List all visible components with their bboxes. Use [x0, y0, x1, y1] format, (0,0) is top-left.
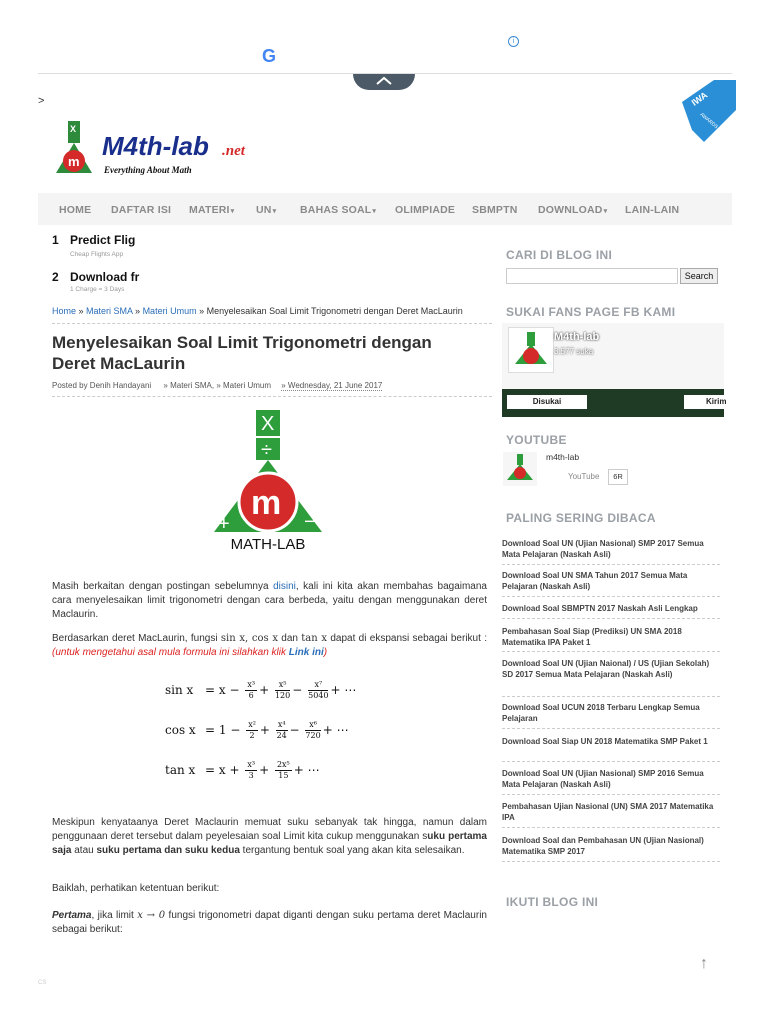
numerator: x⁴ — [277, 720, 286, 729]
youtube-subscriber-count: 6R — [608, 469, 628, 485]
numerator: x⁶ — [305, 720, 320, 731]
popular-post-link[interactable]: Download Soal SBMPTN 2017 Naskah Asli Lengkap — [502, 604, 698, 613]
caret-down-icon: ▾ — [372, 208, 377, 215]
nav-download-label: DOWNLOAD — [538, 204, 603, 216]
text: tergantung bentuk soal yang akan kita selesaikan. — [239, 845, 465, 856]
math-lab-logo-small — [503, 452, 537, 486]
fb-page-thumbnail[interactable] — [508, 327, 554, 373]
formula-eq: = x − — [205, 683, 240, 697]
text: fungsi trigonometri dapat diganti dengan suku pertama deret Maclaurin sebagai berikut: — [52, 910, 487, 935]
fraction — [276, 720, 288, 741]
ad-link-2[interactable] — [52, 270, 139, 284]
svg-text:÷: ÷ — [261, 439, 272, 461]
text: Berdasarkan deret MacLaurin, fungsi — [52, 633, 221, 644]
nav-materi[interactable] — [189, 204, 234, 216]
breadcrumb-current: Menyelesaikan Soal Limit Trigonometri dengan Deret MacLaurin — [206, 306, 463, 316]
paragraph-4: Baiklah, perhatikan ketentuan berikut: — [52, 883, 220, 894]
ad-number: 2 — [52, 270, 59, 284]
fb-like-count: 3.577 suka — [554, 347, 594, 356]
breadcrumb-sep: » — [76, 306, 87, 316]
paragraph-1 — [52, 580, 487, 622]
breadcrumb-home[interactable]: Home — [52, 306, 77, 316]
nav-daftar-isi[interactable]: DAFTAR ISI — [111, 204, 172, 216]
numerator: x³ — [247, 760, 256, 769]
formula-cos — [165, 720, 349, 741]
post-author[interactable]: Posted by Denih Handayani — [52, 381, 152, 390]
facebook-page-widget[interactable] — [502, 323, 727, 417]
operator: + — [259, 763, 270, 777]
search-input[interactable] — [506, 268, 678, 284]
expand-arrow[interactable]: > — [38, 95, 45, 107]
site-logo[interactable] — [52, 121, 282, 181]
svg-text:Everything About Math: Everything About Math — [104, 165, 192, 175]
math-lab-logo-small — [509, 328, 553, 372]
iwa-award-ribbon[interactable] — [676, 80, 736, 142]
numerator: x⁷ — [308, 680, 328, 691]
math-inline: sin x, cos x — [220, 633, 278, 644]
divider — [502, 564, 720, 565]
divider — [502, 827, 720, 828]
divider — [502, 651, 720, 652]
nav-download[interactable] — [538, 204, 607, 216]
formula-eq: = 1 − — [205, 723, 241, 737]
breadcrumb-sep: » — [196, 306, 207, 316]
nav-home[interactable]: HOME — [59, 204, 92, 216]
post-meta — [52, 381, 382, 390]
collapse-toggle-button[interactable] — [353, 74, 415, 90]
corner-mark: CS — [38, 980, 47, 986]
fraction — [308, 680, 328, 701]
formula-lhs: cos x — [165, 723, 196, 737]
divider — [502, 761, 720, 762]
denominator: 15 — [278, 771, 289, 780]
svg-text:m: m — [251, 484, 282, 522]
denominator: 6 — [248, 691, 254, 700]
fb-send-button[interactable]: Kirim — [684, 395, 724, 409]
red-note-close: ) — [323, 647, 328, 658]
nav-sbmptn[interactable]: SBMPTN — [472, 204, 518, 216]
fb-liked-button[interactable]: Disukai — [507, 395, 587, 409]
search-button[interactable]: Search — [680, 268, 718, 284]
operator: − — [289, 723, 300, 737]
nav-materi-label: MATERI — [189, 204, 230, 216]
ad-subtitle: 1 Charge = 3 Days — [70, 286, 125, 293]
formula-tan — [165, 760, 320, 781]
red-note: (untuk mengetahui asal mula formula ini silahkan klik — [52, 647, 289, 658]
post-date[interactable]: » Wednesday, 21 June 2017 — [281, 381, 383, 390]
caret-down-icon: ▾ — [603, 208, 608, 215]
google-icon[interactable]: G — [262, 46, 277, 66]
logo-caption: MATH-LAB — [230, 536, 306, 552]
fraction — [245, 760, 257, 781]
denominator: 120 — [274, 691, 291, 700]
divider — [502, 728, 720, 729]
formula-tail: + ⋯ — [293, 763, 320, 777]
paragraph-5 — [52, 909, 487, 937]
popular-post-link[interactable]: Download Soal UN (Ujian Nasional) SMP 2016 Semua Mata Pelajaran (Naskah Asli) — [502, 769, 704, 789]
formula-tail: + ⋯ — [322, 723, 349, 737]
text: , kali ini kita akan membahas bagaimana cara menyelesaikan limit trigonometri dengan cara berbeda, yaitu dengan menggunakan deret Maclaurin. — [52, 581, 487, 620]
paragraph-3 — [52, 816, 487, 858]
nav-un[interactable] — [256, 204, 276, 216]
youtube-widget-title: YOUTUBE — [506, 433, 567, 447]
svg-text:−: − — [304, 511, 316, 533]
numerator: x² — [248, 720, 256, 729]
svg-text:+: + — [218, 513, 230, 535]
fraction — [245, 680, 257, 701]
breadcrumb-materi-umum[interactable]: Materi Umum — [142, 306, 197, 316]
fraction — [275, 680, 290, 701]
denominator: 3 — [248, 771, 254, 780]
svg-text:.net: .net — [222, 143, 245, 159]
caret-down-icon: ▾ — [272, 208, 277, 215]
ad-info-icon[interactable]: i — [508, 36, 519, 47]
breadcrumb-sep: » — [132, 306, 143, 316]
text: , jika limit — [91, 910, 138, 921]
popular-post-link[interactable]: Pembahasan Soal Siap (Prediksi) UN SMA 2018 Matematika IPA Paket 1 — [502, 627, 682, 647]
bold-text: suku pertama dan suku kedua — [96, 845, 240, 856]
search-widget-title: CARI DI BLOG INI — [506, 248, 613, 262]
popular-post-link[interactable]: Pembahasan Ujian Nasional (UN) SMA 2017 Matematika IPA — [502, 802, 714, 822]
formula-lhs: tan x — [165, 763, 196, 777]
paragraph-2 — [52, 632, 487, 660]
fb-widget-title: SUKAI FANS PAGE FB KAMI — [506, 305, 676, 319]
formula-tail: + ⋯ — [330, 683, 357, 697]
post-labels[interactable]: » Materi SMA, » Materi Umum — [163, 381, 271, 390]
denominator: 2 — [249, 731, 255, 740]
popular-post-link[interactable]: Download Soal UCUN 2018 Terbaru Lengkap Semua Pelajaran — [502, 703, 700, 723]
nav-un-label: UN — [256, 204, 272, 216]
post-title: Menyelesaikan Soal Limit Trigonometri dengan Deret MacLaurin — [52, 333, 432, 373]
numerator: x³ — [247, 680, 256, 689]
popular-post-link[interactable]: Download Soal dan Pembahasan UN (Ujian Nasional) Matematika SMP 2017 — [502, 836, 704, 856]
svg-text:AWARDS: AWARDS — [698, 111, 719, 131]
divider — [502, 696, 720, 697]
breadcrumb-materi-sma[interactable]: Materi SMA — [86, 306, 133, 316]
popular-post-link[interactable]: Download Soal UN (Ujian Nasional) SMP 2017 Semua Mata Pelajaran (Naskah Asli) — [502, 539, 704, 559]
operator: + — [259, 683, 270, 697]
math-inline: tan x — [301, 633, 328, 644]
divider — [52, 396, 492, 397]
bold-italic-text: Pertama — [52, 910, 92, 921]
numerator: 2x⁵ — [276, 760, 290, 769]
text: dapat di ekspansi sebagai berikut : — [327, 633, 487, 644]
ad-link-1[interactable] — [52, 233, 135, 247]
denominator: 24 — [276, 731, 287, 740]
fb-page-name[interactable]: M4th-lab — [554, 331, 600, 343]
nav-bahas-soal-label: BAHAS SOAL — [300, 204, 372, 216]
nav-bahas-soal[interactable] — [300, 204, 376, 216]
divider — [502, 794, 720, 795]
math-inline: x → 0 — [137, 910, 166, 921]
nav-olimpiade[interactable]: OLIMPIADE — [395, 204, 456, 216]
main-nav — [38, 193, 732, 225]
ad-title: Predict Flig — [70, 233, 136, 247]
numerator: x⁵ — [275, 680, 290, 691]
follow-widget-title: IKUTI BLOG INI — [506, 895, 599, 909]
formula-sin — [165, 680, 356, 701]
popular-post-link[interactable]: Download Soal UN SMA Tahun 2017 Semua Mata Pelajaran (Naskah Asli) — [502, 571, 688, 591]
back-to-top-button[interactable]: ↑ — [700, 955, 708, 972]
text: Masih berkaitan dengan postingan sebelumnya — [52, 581, 274, 592]
caret-down-icon: ▾ — [230, 208, 235, 215]
divider — [502, 618, 720, 619]
fraction — [305, 720, 320, 741]
svg-text:M4th-lab: M4th-lab — [102, 131, 209, 161]
popular-post-link[interactable]: Download Soal Siap UN 2018 Matematika SMP Paket 1 — [502, 737, 708, 746]
popular-post-link[interactable]: Download Soal UN (Ujian Naional) / US (Ujian Sekolah) SD 2017 Semua Mata Pelajaran (Naskah Asli) — [502, 659, 710, 679]
nav-lain-lain[interactable]: LAIN-LAIN — [625, 204, 680, 216]
fb-header — [502, 323, 724, 389]
denominator: 5040 — [308, 691, 329, 700]
ad-title: Download fr — [70, 270, 140, 284]
text: Meskipun kenyataanya Deret Maclaurin memuat suku sebanyak tak hingga, namun dalam penggunaan deret tersebut dalam peyelesaian soal Limit kita cukup menggunakan s — [52, 817, 487, 842]
youtube-channel-name[interactable]: m4th-lab — [546, 452, 580, 462]
text: atau — [71, 845, 97, 856]
text: dan — [277, 633, 302, 644]
chevron-up-icon — [375, 76, 393, 86]
fraction — [275, 760, 292, 781]
formula-lhs: sin x — [165, 683, 194, 697]
formula-eq: = x + — [205, 763, 240, 777]
breadcrumb — [52, 306, 463, 316]
ad-number: 1 — [52, 233, 59, 247]
divider — [502, 596, 720, 597]
svg-text:X: X — [70, 124, 77, 134]
divider — [502, 861, 720, 862]
ad-subtitle: Cheap Flights App — [70, 251, 124, 258]
bold-text: uku pertama saja — [52, 831, 487, 856]
youtube-subscribe-label[interactable]: YouTube — [568, 472, 600, 481]
math-lab-logo — [208, 410, 328, 552]
svg-text:m: m — [68, 154, 80, 169]
operator: − — [292, 683, 303, 697]
link-ini[interactable]: Link ini — [288, 647, 324, 658]
divider — [52, 323, 492, 324]
link-disini[interactable]: disini — [273, 581, 296, 592]
youtube-channel-thumbnail[interactable] — [503, 452, 537, 486]
fraction — [246, 720, 258, 741]
svg-text:IWA: IWA — [689, 89, 710, 108]
operator: + — [259, 723, 270, 737]
denominator: 720 — [305, 731, 321, 740]
svg-text:X: X — [261, 413, 275, 435]
popular-widget-title: PALING SERING DIBACA — [506, 511, 656, 525]
